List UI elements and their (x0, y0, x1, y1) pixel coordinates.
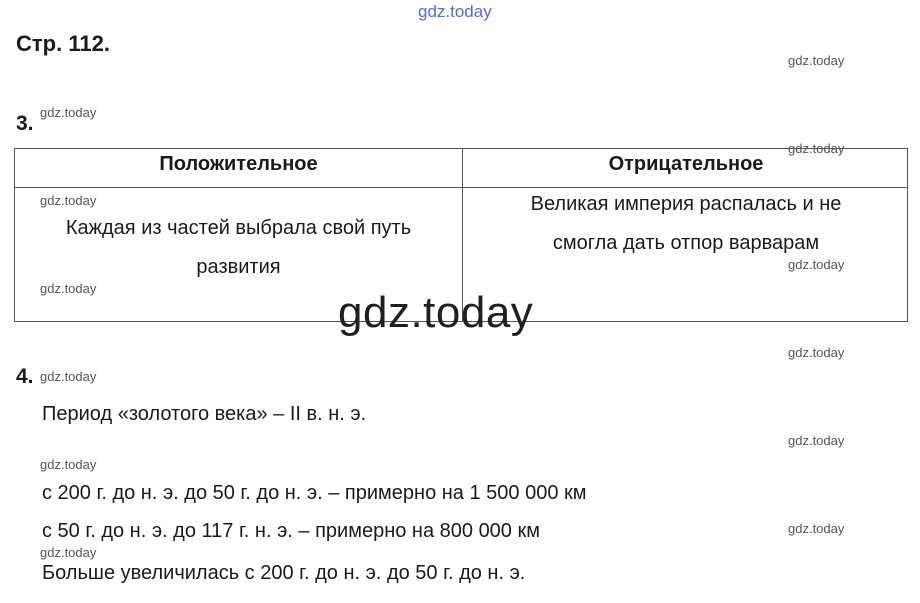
text-line: Каждая из частей выбрала свой путь (65, 217, 412, 239)
answer-line: с 50 г. до н. э. до 117 г. н. э. – примерно на 800 000 км (42, 520, 540, 542)
table-cell-positive (15, 209, 462, 287)
watermark-center: gdz.today (338, 288, 534, 337)
watermark-small: gdz.today (40, 545, 97, 560)
watermark-small: gdz.today (40, 369, 97, 384)
answer-line: Период «золотого века» – II в. н. э. (42, 403, 367, 425)
text-line: Великая империя распалась и не (530, 193, 842, 215)
watermark-small: gdz.today (788, 53, 845, 68)
table-header-negative: Отрицательное (608, 153, 764, 175)
text-line: развития (196, 256, 281, 278)
page-number: Стр. 112. (16, 31, 110, 56)
watermark-small: gdz.today (40, 193, 97, 208)
task-number-4: 4. (16, 365, 34, 388)
watermark-small: gdz.today (788, 345, 845, 360)
watermark-small: gdz.today (40, 281, 97, 296)
watermark-small: gdz.today (788, 433, 845, 448)
watermark-small: gdz.today (788, 521, 845, 536)
table-header-positive: Положительное (159, 153, 318, 175)
table-cell-negative (463, 185, 909, 263)
task-number-3: 3. (16, 112, 34, 135)
watermark-small: gdz.today (788, 257, 845, 272)
text-line: смогла дать отпор варварам (552, 232, 820, 254)
watermark-small: gdz.today (40, 105, 97, 120)
watermark-top: gdz.today (418, 2, 492, 21)
watermark-small: gdz.today (788, 141, 845, 156)
answer-line: Больше увеличилась с 200 г. до н. э. до 50 г. до н. э. (42, 562, 526, 584)
answer-line: с 200 г. до н. э. до 50 г. до н. э. – примерно на 1 500 000 км (42, 482, 587, 504)
watermark-small: gdz.today (40, 457, 97, 472)
